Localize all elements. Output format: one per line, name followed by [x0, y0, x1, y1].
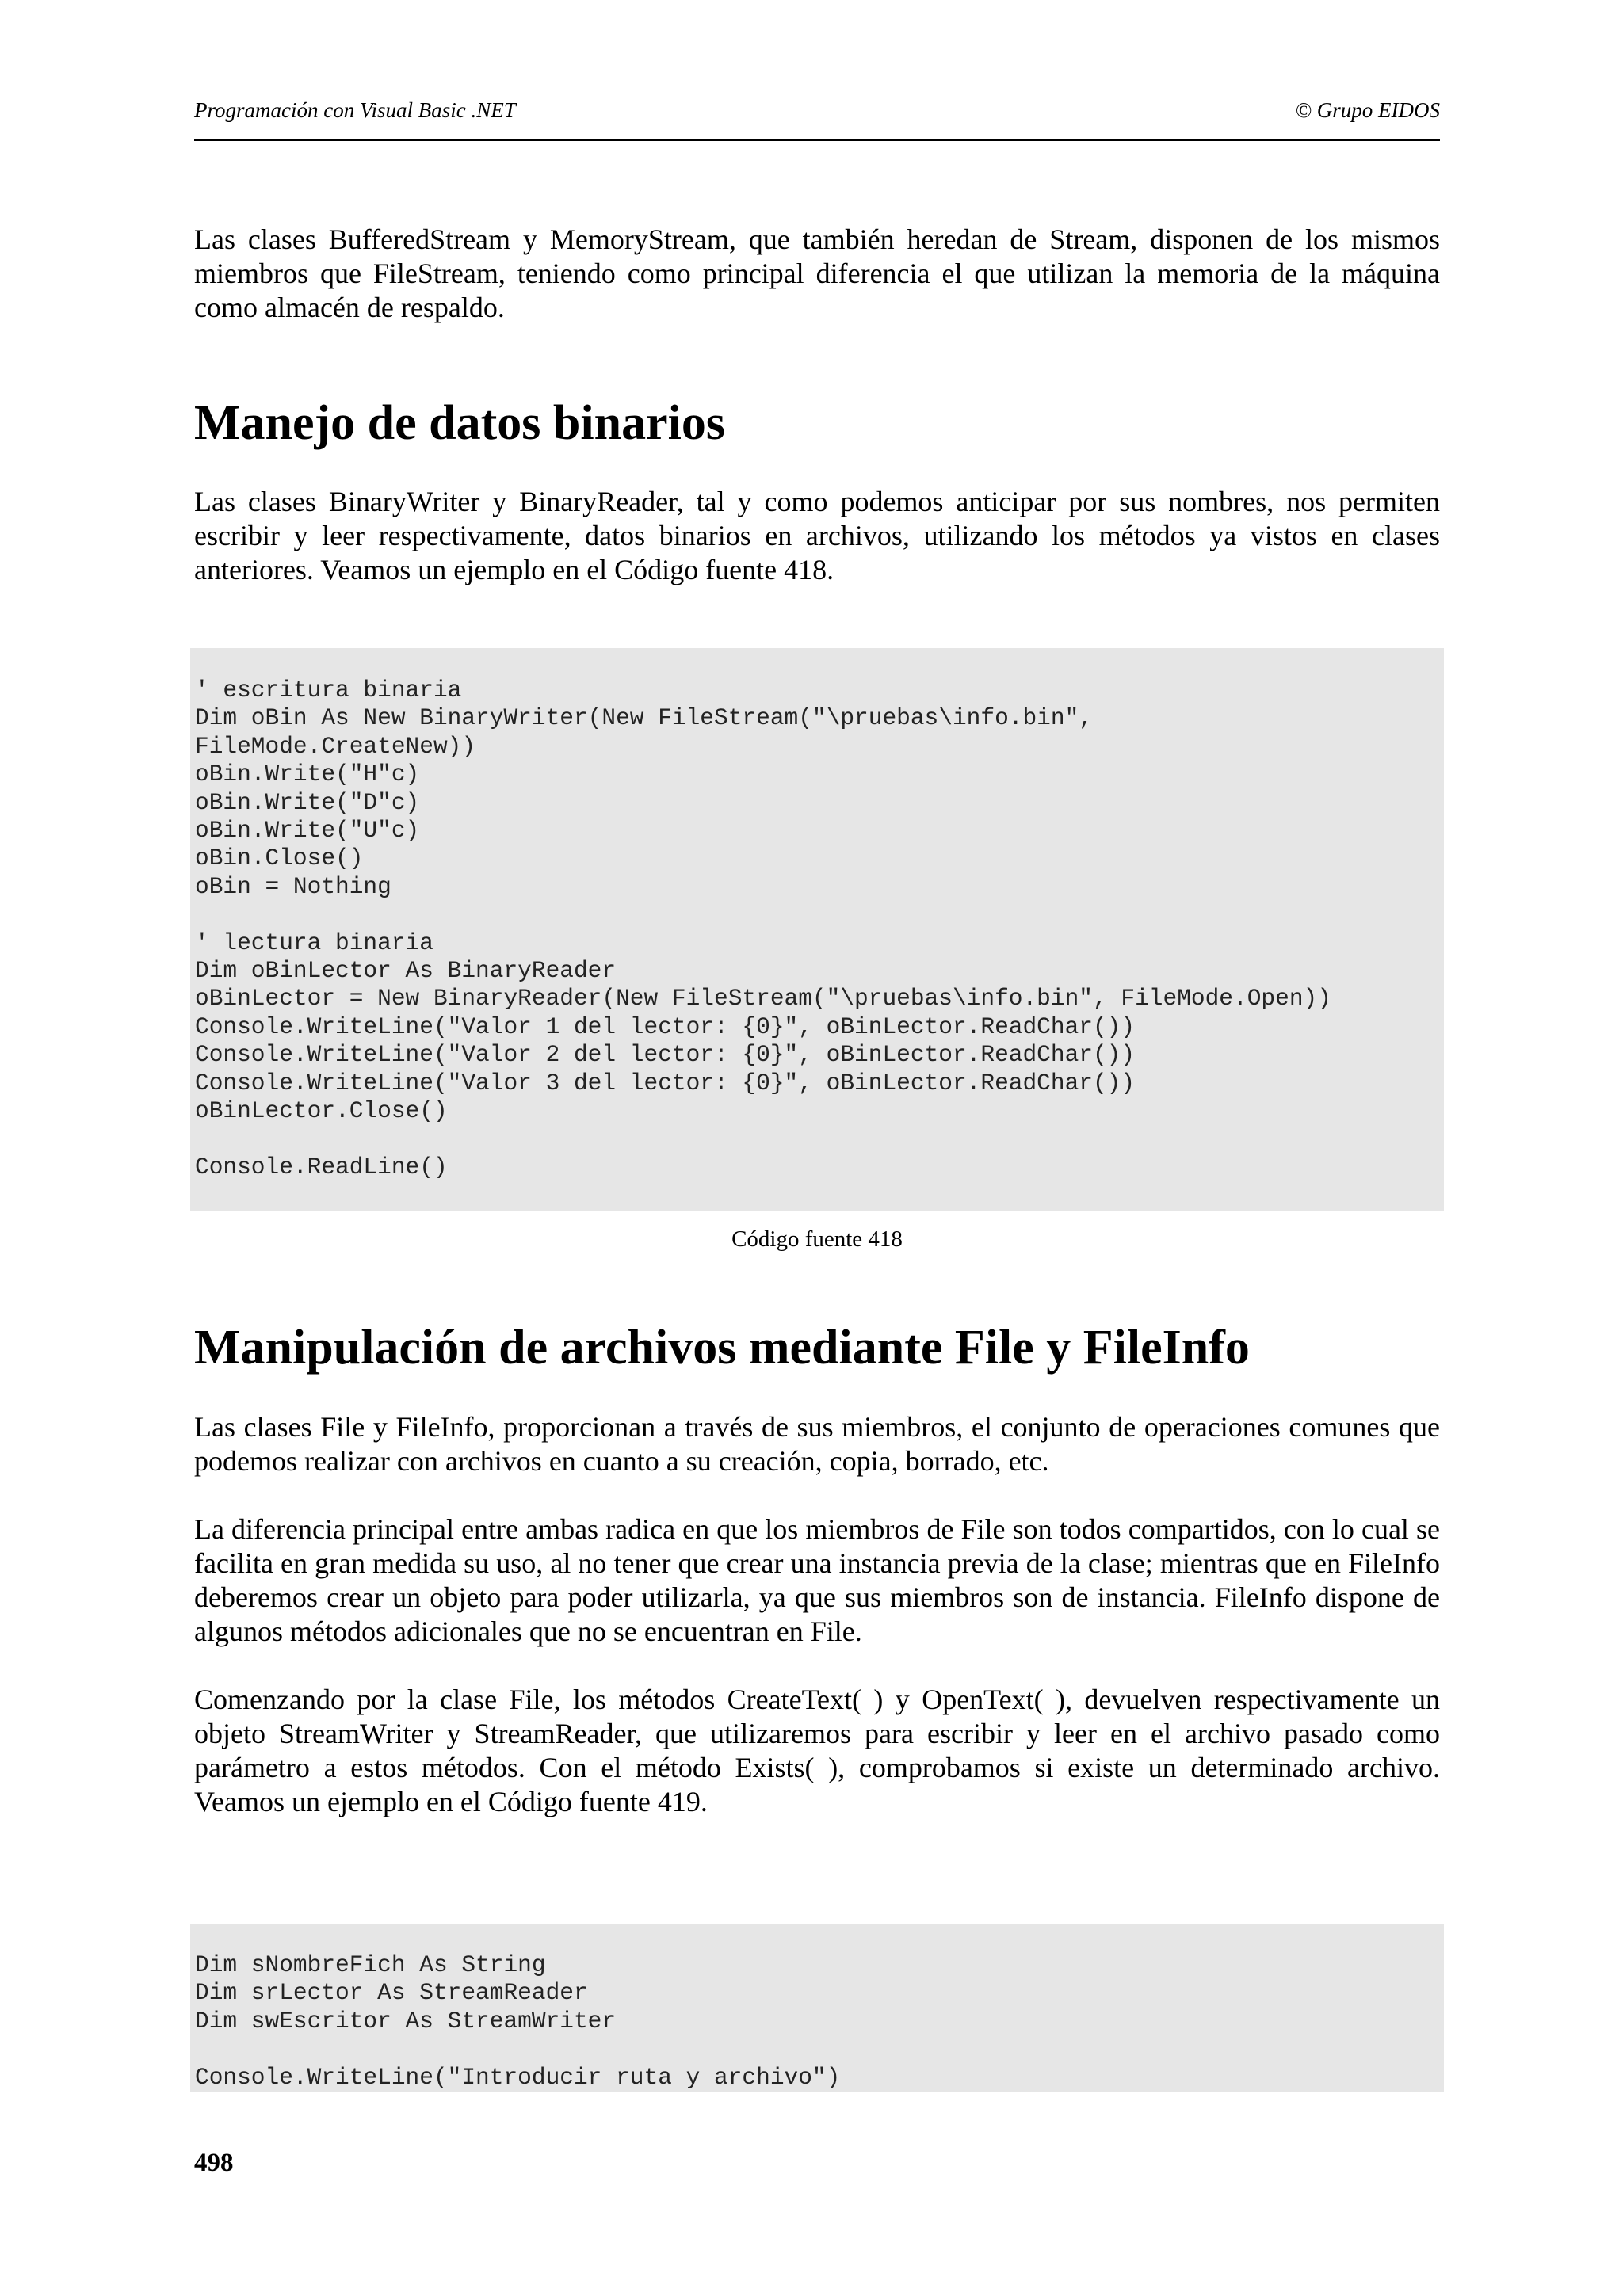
header-publisher: © Grupo EIDOS — [1295, 98, 1440, 122]
section-heading-file-fileinfo: Manipulación de archivos mediante File y FileInfo — [194, 1321, 1250, 1375]
code-block-419 — [190, 1924, 1444, 2092]
page-header — [194, 95, 1440, 141]
code-listing-419: Dim sNombreFich As String Dim srLector As StreamReader Dim swEscritor As StreamWriter Console.WriteLine("Introducir ruta y archivo") — [195, 1951, 841, 2091]
code-listing-418: ' escritura binaria Dim oBin As New BinaryWriter(New FileStream("\pruebas\info.bin", FileMode.CreateNew)) oBin.Write("H"c) oBin.Write("D"c) oBin.Write("U"c) oBin.Close() oBin = Nothing ' lectura binaria Dim oBinLector As BinaryReader oBinLector = New BinaryReader(New FileStream("\pruebas\info.bin", FileMode.Open)) Console.WriteLine("Valor 1 del lector: {0}", oBinLector.ReadChar()) Console.WriteLine("Valor 2 del lector: {0}", oBinLector.ReadChar()) Console.WriteLine("Valor 3 del lector: {0}", oBinLector.ReadChar()) oBinLector.Close() Console.ReadLine() — [195, 677, 1331, 1180]
page-number: 498 — [194, 2149, 234, 2177]
binary-data-paragraph: Las clases BinaryWriter y BinaryReader, tal y como podemos anticipar por sus nombres, nos permiten escribir y leer respectivamente, datos binarios en archivos, utilizando los métodos ya vistos en clases anteriores. Veamos un ejemplo en el Código fuente 418. — [194, 486, 1440, 585]
file-fileinfo-paragraph-2: La diferencia principal entre ambas radica en que los miembros de File son todos compartidos, con lo cual se facilita en gran medida su uso, al no tener que crear una instancia previa de la clase; mientras que en FileInfo deberemos crear un objeto para poder utilizarla, ya que sus miembros son de instancia. FileInfo dispone de algunos métodos adicionales que no se encuentran en File. — [194, 1513, 1440, 1647]
code-block-418 — [190, 648, 1444, 1211]
file-fileinfo-paragraph-1: Las clases File y FileInfo, proporcionan a través de sus miembros, el conjunto de operaciones comunes que podemos realizar con archivos en cuanto a su creación, copia, borrado, etc. — [194, 1411, 1440, 1477]
file-fileinfo-paragraph-3: Comenzando por la clase File, los métodos CreateText( ) y OpenText( ), devuelven respectivamente un objeto StreamWriter y StreamReader, que utilizaremos para escribir y leer en el archivo pasado como parámetro a estos métodos. Con el método Exists( ), comprobamos si existe un determinado archivo. Veamos un ejemplo en el Código fuente 419. — [194, 1684, 1440, 1817]
header-book-title: Programación con Visual Basic .NET — [194, 98, 516, 122]
code-caption-418: Código fuente 418 — [731, 1226, 903, 1252]
section-heading-binary-data: Manejo de datos binarios — [194, 396, 725, 450]
intro-paragraph: Las clases BufferedStream y MemoryStream, que también heredan de Stream, disponen de los mismos miembros que FileStream, teniendo como principal diferencia el que utilizan la memoria de la máquina como almacén de respaldo. — [194, 223, 1440, 323]
